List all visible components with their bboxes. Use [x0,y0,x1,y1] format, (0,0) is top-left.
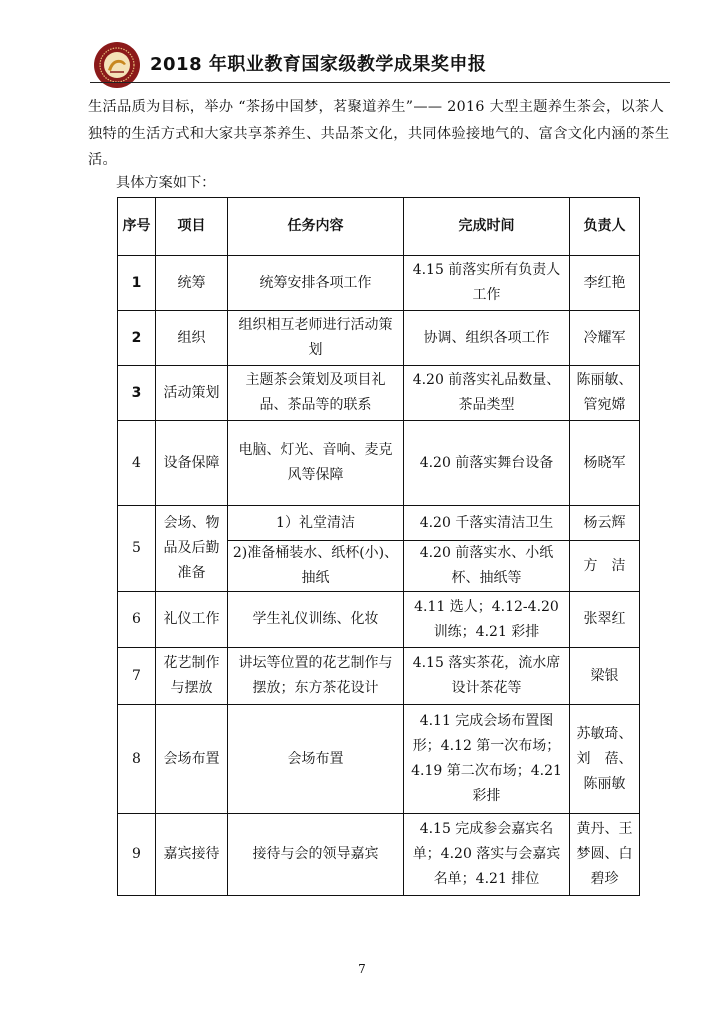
cell-item: 设备保障 [156,421,228,506]
cell-task: 电脑、灯光、音响、麦克风等保障 [228,421,404,506]
table-row [118,648,640,705]
cell-task: 统筹安排各项工作 [228,256,404,311]
cell-no: 3 [118,366,156,421]
table-header-row [118,198,640,256]
cell-time: 协调、组织各项工作 [404,311,570,366]
cell-task: 主题茶会策划及项目礼品、茶品等的联系 [228,366,404,421]
cell-time: 4.20 前落实舞台设备 [404,421,570,506]
table-row [118,421,640,506]
header-task: 任务内容 [228,198,404,256]
paragraph-line: 生活品质为目标，举办 “茶扬中国梦，茗聚道养生”—— 2016 大型主题养生茶会，以茶人 [88,99,665,115]
cell-no: 9 [118,814,156,896]
cell-owner: 张翠红 [570,592,640,648]
cell-task: 会场布置 [228,705,404,814]
cell-time: 4.20 前落实水、小纸杯、抽纸等 [404,541,570,592]
cell-owner: 苏敏琦、刘 蓓、陈丽敏 [570,705,640,814]
cell-time: 4.20 前落实礼品数量、茶品类型 [404,366,570,421]
cell-time: 4.15 完成参会嘉宾名单；4.20 落实与会嘉宾名单；4.21 排位 [404,814,570,896]
cell-owner: 陈丽敏、管宛嫦 [570,366,640,421]
cell-no: 7 [118,648,156,705]
cell-item: 会场布置 [156,705,228,814]
cell-item: 统筹 [156,256,228,311]
cell-owner: 李红艳 [570,256,640,311]
cell-owner: 冷耀军 [570,311,640,366]
cell-item: 礼仪工作 [156,592,228,648]
plan-table [117,197,640,896]
cell-task: 讲坛等位置的花艺制作与摆放；东方茶花设计 [228,648,404,705]
table-row [118,814,640,896]
body-paragraph [88,94,670,174]
cell-no: 5 [118,506,156,592]
cell-no: 2 [118,311,156,366]
cell-no: 1 [118,256,156,311]
paragraph-line: 独特的生活方式和大家共享茶养生、共品茶文化，共同体验接地气的、富含文化内涵的茶生 [88,125,670,142]
table-row [118,705,640,814]
table-row [118,592,640,648]
table-row [118,366,640,421]
table-row [118,311,640,366]
header-owner: 负责人 [570,198,640,256]
table-row [118,256,640,311]
cell-task: 组织相互老师进行活动策划 [228,311,404,366]
cell-item: 花艺制作与摆放 [156,648,228,705]
paragraph-line: 活。 [88,152,118,168]
cell-item: 嘉宾接待 [156,814,228,896]
table-row [118,506,640,541]
header-no: 序号 [118,198,156,256]
cell-no: 8 [118,705,156,814]
cell-no: 6 [118,592,156,648]
cell-owner: 方 洁 [570,541,640,592]
cell-task: 接待与会的领导嘉宾 [228,814,404,896]
cell-owner: 梁银 [570,648,640,705]
cell-item: 组织 [156,311,228,366]
cell-task: 1）礼堂清洁 [228,506,404,541]
cell-owner: 黄丹、王梦圆、白碧珍 [570,814,640,896]
cell-task: 学生礼仪训练、化妆 [228,592,404,648]
cell-owner: 杨晓军 [570,421,640,506]
cell-item: 活动策划 [156,366,228,421]
header-divider [90,82,670,83]
cell-time: 4.15 前落实所有负责人工作 [404,256,570,311]
cell-no: 4 [118,421,156,506]
header-item: 项目 [156,198,228,256]
page-number: 7 [358,962,366,976]
cell-time: 4.11 选人；4.12-4.20 训练；4.21 彩排 [404,592,570,648]
cell-owner: 杨云辉 [570,506,640,541]
cell-item: 会场、物品及后勤准备 [156,506,228,592]
cell-time: 4.11 完成会场布置图形；4.12 第一次布场；4.19 第二次布场；4.21 彩排 [404,705,570,814]
header-time: 完成时间 [404,198,570,256]
page-header-title: 2018 年职业教育国家级教学成果奖申报 [150,54,487,75]
intro-text: 具体方案如下： [116,175,216,191]
cell-time: 4.15 落实茶花，流水席设计茶花等 [404,648,570,705]
cell-task: 2)准备桶装水、纸杯(小)、抽纸 [228,541,404,592]
cell-time: 4.20 千落实清洁卫生 [404,506,570,541]
